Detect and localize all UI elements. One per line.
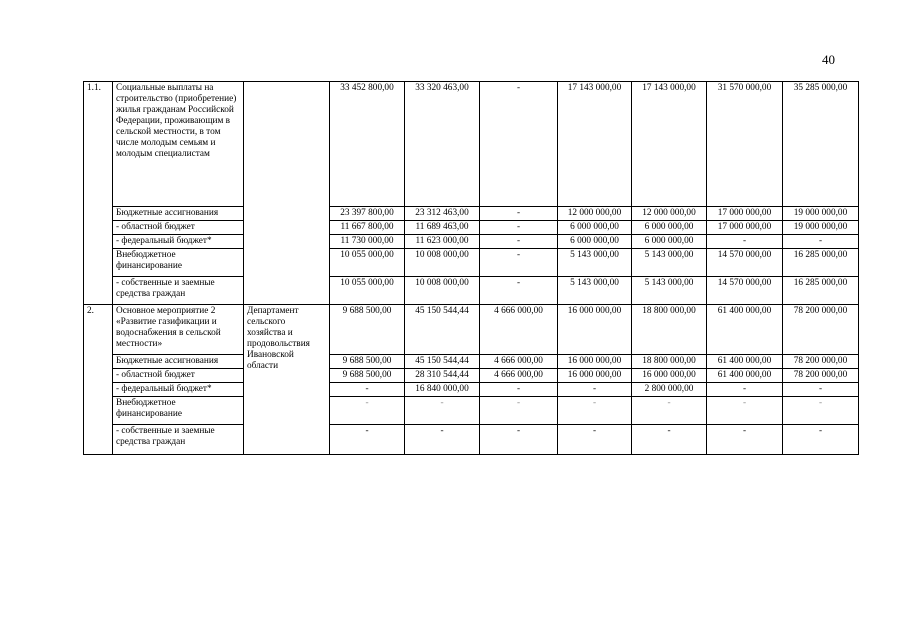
row-name: - федеральный бюджет* <box>113 235 244 249</box>
executor-cell: Департамент сельского хозяйства и продовольствия Ивановской области <box>244 305 330 455</box>
value-cell: - <box>632 397 707 425</box>
value-cell: - <box>632 425 707 455</box>
value-cell: - <box>330 397 405 425</box>
value-cell: 61 400 000,00 <box>707 355 783 369</box>
value-cell: 10 055 000,00 <box>330 249 405 277</box>
value-cell: - <box>480 207 558 221</box>
table-row <box>84 383 859 397</box>
value-cell: 61 400 000,00 <box>707 369 783 383</box>
value-cell: 10 008 000,00 <box>405 277 480 305</box>
value-cell: 4 666 000,00 <box>480 369 558 383</box>
value-cell: 16 000 000,00 <box>558 369 632 383</box>
value-cell: 35 285 000,00 <box>783 82 859 207</box>
value-cell: 17 143 000,00 <box>558 82 632 207</box>
value-cell: 6 000 000,00 <box>558 221 632 235</box>
value-cell: - <box>480 235 558 249</box>
value-cell: 78 200 000,00 <box>783 355 859 369</box>
financing-table <box>83 81 859 455</box>
value-cell: 16 840 000,00 <box>405 383 480 397</box>
value-cell: 17 000 000,00 <box>707 207 783 221</box>
table-row <box>84 249 859 277</box>
row-name: Основное мероприятие 2 «Развитие газификации и водоснабжения в сельской местности» <box>113 305 244 355</box>
row-code: 2. <box>84 305 113 455</box>
value-cell: 6 000 000,00 <box>558 235 632 249</box>
table-row <box>84 355 859 369</box>
value-cell: - <box>330 425 405 455</box>
value-cell: 45 150 544,44 <box>405 355 480 369</box>
value-cell: 6 000 000,00 <box>632 235 707 249</box>
value-cell: 16 000 000,00 <box>632 369 707 383</box>
value-cell: 2 800 000,00 <box>632 383 707 397</box>
value-cell: 17 000 000,00 <box>707 221 783 235</box>
value-cell: 12 000 000,00 <box>558 207 632 221</box>
table-row <box>84 235 859 249</box>
table-row <box>84 369 859 383</box>
value-cell: - <box>558 425 632 455</box>
value-cell: 11 623 000,00 <box>405 235 480 249</box>
value-cell: - <box>480 383 558 397</box>
value-cell: 11 730 000,00 <box>330 235 405 249</box>
value-cell: - <box>405 397 480 425</box>
row-name: - федеральный бюджет* <box>113 383 244 397</box>
value-cell: - <box>707 425 783 455</box>
page-number: 40 <box>822 52 835 67</box>
value-cell: 18 800 000,00 <box>632 355 707 369</box>
table-row <box>84 425 859 455</box>
value-cell: 16 000 000,00 <box>558 305 632 355</box>
value-cell: 18 800 000,00 <box>632 305 707 355</box>
value-cell: 31 570 000,00 <box>707 82 783 207</box>
value-cell: 10 008 000,00 <box>405 249 480 277</box>
value-cell: 33 452 800,00 <box>330 82 405 207</box>
table-row <box>84 221 859 235</box>
value-cell: - <box>707 235 783 249</box>
value-cell: 9 688 500,00 <box>330 369 405 383</box>
value-cell: 19 000 000,00 <box>783 207 859 221</box>
value-cell: 10 055 000,00 <box>330 277 405 305</box>
row-name: Внебюджетное финансирование <box>113 397 244 425</box>
value-cell: 9 688 500,00 <box>330 305 405 355</box>
value-cell: 78 200 000,00 <box>783 369 859 383</box>
table-body <box>84 82 859 455</box>
value-cell: 6 000 000,00 <box>632 221 707 235</box>
value-cell: 78 200 000,00 <box>783 305 859 355</box>
row-name: - областной бюджет <box>113 221 244 235</box>
table-row <box>84 277 859 305</box>
value-cell: 5 143 000,00 <box>632 249 707 277</box>
value-cell: 11 667 800,00 <box>330 221 405 235</box>
value-cell: 14 570 000,00 <box>707 277 783 305</box>
row-code: 1.1. <box>84 82 113 305</box>
row-name: Бюджетные ассигнования <box>113 207 244 221</box>
value-cell: 61 400 000,00 <box>707 305 783 355</box>
value-cell: - <box>783 397 859 425</box>
value-cell: - <box>480 221 558 235</box>
value-cell: 11 689 463,00 <box>405 221 480 235</box>
value-cell: - <box>405 425 480 455</box>
row-name: - собственные и заемные средства граждан <box>113 277 244 305</box>
value-cell: 5 143 000,00 <box>632 277 707 305</box>
value-cell: - <box>707 397 783 425</box>
row-name: Социальные выплаты на строительство (приобретение) жилья гражданам Российской Федерации, проживающим в сельской местности, в том числе молодым семьям и молодым специалистам <box>113 82 244 207</box>
row-name: - областной бюджет <box>113 369 244 383</box>
table-row <box>84 305 859 355</box>
value-cell: 23 397 800,00 <box>330 207 405 221</box>
table-row <box>84 397 859 425</box>
value-cell: - <box>558 383 632 397</box>
value-cell: 4 666 000,00 <box>480 305 558 355</box>
value-cell: - <box>707 383 783 397</box>
table-row <box>84 207 859 221</box>
value-cell: 9 688 500,00 <box>330 355 405 369</box>
executor-cell-empty <box>244 82 330 305</box>
value-cell: 33 320 463,00 <box>405 82 480 207</box>
value-cell: 5 143 000,00 <box>558 249 632 277</box>
value-cell: 16 285 000,00 <box>783 277 859 305</box>
row-name: Бюджетные ассигнования <box>113 355 244 369</box>
row-name: Внебюджетное финансирование <box>113 249 244 277</box>
value-cell: - <box>480 82 558 207</box>
table-row <box>84 82 859 207</box>
value-cell: - <box>480 397 558 425</box>
value-cell: - <box>783 425 859 455</box>
value-cell: 5 143 000,00 <box>558 277 632 305</box>
row-name: - собственные и заемные средства граждан <box>113 425 244 455</box>
value-cell: - <box>330 383 405 397</box>
value-cell: 4 666 000,00 <box>480 355 558 369</box>
value-cell: 16 285 000,00 <box>783 249 859 277</box>
value-cell: - <box>783 235 859 249</box>
value-cell: 28 310 544,44 <box>405 369 480 383</box>
value-cell: - <box>783 383 859 397</box>
value-cell: 45 150 544,44 <box>405 305 480 355</box>
value-cell: 19 000 000,00 <box>783 221 859 235</box>
value-cell: 17 143 000,00 <box>632 82 707 207</box>
value-cell: - <box>480 277 558 305</box>
value-cell: - <box>480 425 558 455</box>
value-cell: 16 000 000,00 <box>558 355 632 369</box>
value-cell: - <box>480 249 558 277</box>
value-cell: - <box>558 397 632 425</box>
value-cell: 14 570 000,00 <box>707 249 783 277</box>
value-cell: 23 312 463,00 <box>405 207 480 221</box>
value-cell: 12 000 000,00 <box>632 207 707 221</box>
